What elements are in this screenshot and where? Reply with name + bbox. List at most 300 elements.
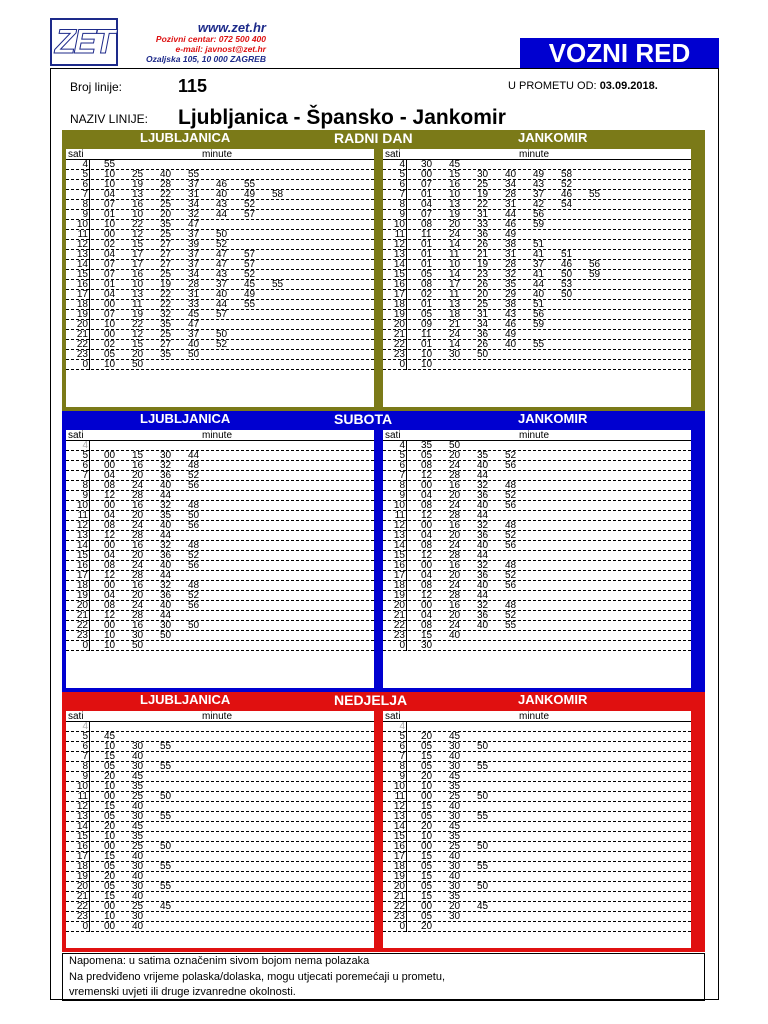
minute-column-header: minute bbox=[202, 711, 233, 722]
minute-cell: 13 bbox=[132, 289, 144, 300]
hour-row bbox=[383, 922, 691, 932]
hour-cell: 20 bbox=[383, 601, 407, 611]
hour-cell: 16 bbox=[383, 280, 407, 290]
valid-from-label: U PROMETU OD: bbox=[508, 80, 597, 92]
hour-cell: 5 bbox=[383, 170, 407, 180]
minute-cell: 35 bbox=[132, 781, 144, 792]
minute-cell: 52 bbox=[244, 269, 256, 280]
hour-cell: 19 bbox=[383, 872, 407, 882]
hour-cell: 15 bbox=[383, 832, 407, 842]
minute-cell: 10 bbox=[132, 279, 144, 290]
minute-cell: 04 bbox=[104, 590, 116, 601]
station-right-label: JANKOMIR bbox=[518, 411, 588, 426]
hour-cell: 4 bbox=[66, 160, 90, 170]
minute-cell: 15 bbox=[132, 450, 144, 461]
minute-cell: 55 bbox=[477, 761, 489, 772]
minute-cell: 50 bbox=[561, 289, 573, 300]
minute-cell: 55 bbox=[188, 169, 200, 180]
section-subota bbox=[62, 411, 705, 692]
minute-cell: 15 bbox=[421, 891, 433, 902]
minute-cell: 07 bbox=[104, 199, 116, 210]
hour-cell: 17 bbox=[383, 852, 407, 862]
minute-cell: 45 bbox=[104, 731, 116, 742]
minute-cell: 19 bbox=[449, 209, 461, 220]
minute-cell: 32 bbox=[160, 460, 172, 471]
minute-cell: 10 bbox=[104, 640, 116, 651]
minute-cell: 05 bbox=[104, 811, 116, 822]
minute-cell: 10 bbox=[104, 359, 116, 370]
minute-cell: 10 bbox=[104, 741, 116, 752]
minute-cell: 30 bbox=[449, 911, 461, 922]
minute-cell: 28 bbox=[132, 530, 144, 541]
minute-cell: 00 bbox=[421, 169, 433, 180]
minute-cell: 50 bbox=[132, 359, 144, 370]
hour-cell: 9 bbox=[66, 772, 90, 782]
minute-cell: 48 bbox=[505, 600, 517, 611]
minute-cell: 52 bbox=[188, 470, 200, 481]
minute-cell: 40 bbox=[132, 851, 144, 862]
minute-cell: 36 bbox=[477, 570, 489, 581]
minute-cell: 52 bbox=[505, 450, 517, 461]
minute-cell: 37 bbox=[533, 259, 545, 270]
timetable-left bbox=[66, 430, 374, 688]
minute-cell: 35 bbox=[477, 450, 489, 461]
hour-cell: 23 bbox=[383, 912, 407, 922]
minute-cell: 28 bbox=[449, 550, 461, 561]
minute-cell: 01 bbox=[104, 279, 116, 290]
minute-cell: 10 bbox=[104, 630, 116, 641]
website-link[interactable]: www.zet.hr bbox=[197, 19, 266, 35]
hour-cell: 17 bbox=[66, 852, 90, 862]
hour-cell: 6 bbox=[66, 461, 90, 471]
hour-column-header: sati bbox=[385, 711, 401, 722]
minute-cell: 52 bbox=[505, 490, 517, 501]
minute-cell: 54 bbox=[561, 199, 573, 210]
zet-logo bbox=[50, 18, 268, 66]
minute-cell: 15 bbox=[421, 801, 433, 812]
minute-cell: 57 bbox=[244, 249, 256, 260]
minute-cell: 24 bbox=[449, 620, 461, 631]
station-right-label: JANKOMIR bbox=[518, 692, 588, 707]
minute-cell: 40 bbox=[505, 339, 517, 350]
minute-cell: 42 bbox=[533, 199, 545, 210]
hour-cell: 4 bbox=[383, 160, 407, 170]
hour-cell: 0 bbox=[66, 641, 90, 651]
minute-cell: 00 bbox=[421, 560, 433, 571]
minute-cell: 46 bbox=[216, 179, 228, 190]
hour-cell: 20 bbox=[66, 882, 90, 892]
hour-cell: 21 bbox=[66, 330, 90, 340]
minute-cell: 40 bbox=[160, 480, 172, 491]
minute-cell: 52 bbox=[505, 570, 517, 581]
hour-cell: 22 bbox=[383, 340, 407, 350]
minute-cell: 01 bbox=[421, 299, 433, 310]
minute-cell: 08 bbox=[421, 219, 433, 230]
hour-cell: 19 bbox=[66, 872, 90, 882]
minute-cell: 04 bbox=[104, 189, 116, 200]
minute-cell: 01 bbox=[421, 239, 433, 250]
minute-cell: 08 bbox=[104, 560, 116, 571]
minute-cell: 35 bbox=[160, 219, 172, 230]
hour-cell: 12 bbox=[383, 802, 407, 812]
minute-cell: 40 bbox=[160, 169, 172, 180]
minute-cell: 25 bbox=[160, 329, 172, 340]
minute-cell: 20 bbox=[421, 771, 433, 782]
hour-cell: 7 bbox=[66, 190, 90, 200]
minute-cell: 40 bbox=[132, 891, 144, 902]
minute-cell: 33 bbox=[477, 219, 489, 230]
minute-cell: 10 bbox=[421, 781, 433, 792]
hour-column-header: sati bbox=[68, 430, 84, 441]
minute-cell: 10 bbox=[104, 179, 116, 190]
hour-cell: 10 bbox=[66, 782, 90, 792]
minute-cell: 00 bbox=[104, 460, 116, 471]
minute-cell: 25 bbox=[160, 229, 172, 240]
minute-cell: 09 bbox=[421, 319, 433, 330]
minute-cell: 31 bbox=[477, 309, 489, 320]
hour-cell: 22 bbox=[66, 340, 90, 350]
minute-cell: 30 bbox=[449, 881, 461, 892]
minute-cell: 35 bbox=[160, 319, 172, 330]
minute-cell: 00 bbox=[104, 299, 116, 310]
minute-cell: 20 bbox=[449, 570, 461, 581]
hour-row bbox=[383, 360, 691, 370]
hour-cell: 14 bbox=[383, 260, 407, 270]
hour-cell: 6 bbox=[383, 461, 407, 471]
minute-cell: 10 bbox=[449, 189, 461, 200]
minute-cell: 37 bbox=[188, 229, 200, 240]
hour-cell: 11 bbox=[383, 511, 407, 521]
minute-cell: 25 bbox=[449, 791, 461, 802]
hour-cell: 13 bbox=[383, 250, 407, 260]
minute-cell: 20 bbox=[132, 510, 144, 521]
minute-cell: 02 bbox=[104, 239, 116, 250]
minute-cell: 40 bbox=[449, 630, 461, 641]
minute-cell: 04 bbox=[104, 510, 116, 521]
minute-cell: 50 bbox=[216, 329, 228, 340]
hour-cell: 21 bbox=[66, 611, 90, 621]
minute-cell: 15 bbox=[104, 851, 116, 862]
minute-cell: 30 bbox=[449, 741, 461, 752]
minute-cell: 07 bbox=[104, 259, 116, 270]
minute-cell: 20 bbox=[421, 821, 433, 832]
minute-cell: 43 bbox=[216, 199, 228, 210]
minute-cell: 01 bbox=[421, 339, 433, 350]
minute-cell: 32 bbox=[160, 309, 172, 320]
hour-cell: 6 bbox=[383, 742, 407, 752]
minute-cell: 36 bbox=[160, 590, 172, 601]
hour-cell: 23 bbox=[383, 350, 407, 360]
minute-cell: 48 bbox=[505, 560, 517, 571]
minute-cell: 46 bbox=[505, 219, 517, 230]
hour-cell: 21 bbox=[383, 892, 407, 902]
minute-cell: 04 bbox=[104, 470, 116, 481]
hour-cell: 16 bbox=[66, 280, 90, 290]
minute-cell: 16 bbox=[132, 199, 144, 210]
minute-cell: 24 bbox=[449, 500, 461, 511]
hour-cell: 5 bbox=[66, 451, 90, 461]
minute-cell: 27 bbox=[160, 239, 172, 250]
minute-cell: 12 bbox=[104, 530, 116, 541]
minute-column-header: minute bbox=[519, 711, 550, 722]
minute-cell: 18 bbox=[449, 309, 461, 320]
minute-cell: 10 bbox=[421, 349, 433, 360]
minute-cell: 37 bbox=[533, 189, 545, 200]
minute-cell: 12 bbox=[104, 490, 116, 501]
station-left-label: LJUBLJANICA bbox=[140, 692, 231, 707]
minute-cell: 16 bbox=[132, 460, 144, 471]
hour-cell: 10 bbox=[383, 501, 407, 511]
minute-cell: 10 bbox=[421, 359, 433, 370]
minute-cell: 32 bbox=[160, 500, 172, 511]
minute-cell: 25 bbox=[160, 199, 172, 210]
hour-cell: 0 bbox=[383, 641, 407, 651]
hour-column-header: sati bbox=[385, 149, 401, 160]
hour-cell: 16 bbox=[383, 842, 407, 852]
minute-cell: 50 bbox=[477, 791, 489, 802]
minute-cell: 49 bbox=[244, 189, 256, 200]
section-radni_dan bbox=[62, 130, 705, 411]
minute-cell: 40 bbox=[449, 801, 461, 812]
minute-cell: 21 bbox=[449, 319, 461, 330]
hour-cell: 19 bbox=[383, 310, 407, 320]
minute-cell: 35 bbox=[160, 349, 172, 360]
minute-cell: 24 bbox=[449, 540, 461, 551]
zet-logo-mark: ZET bbox=[50, 18, 118, 66]
hour-cell: 6 bbox=[383, 180, 407, 190]
minute-cell: 00 bbox=[104, 791, 116, 802]
hour-cell: 15 bbox=[383, 270, 407, 280]
minute-cell: 47 bbox=[216, 249, 228, 260]
minute-cell: 41 bbox=[533, 269, 545, 280]
minute-cell: 45 bbox=[449, 159, 461, 170]
minute-cell: 50 bbox=[132, 640, 144, 651]
hour-cell: 5 bbox=[383, 451, 407, 461]
minute-cell: 00 bbox=[104, 540, 116, 551]
minute-cell: 31 bbox=[505, 199, 517, 210]
minute-cell: 44 bbox=[216, 209, 228, 220]
minute-cell: 12 bbox=[421, 470, 433, 481]
minute-cell: 44 bbox=[477, 550, 489, 561]
hour-cell: 4 bbox=[66, 722, 90, 732]
minute-cell: 28 bbox=[132, 490, 144, 501]
hour-cell: 22 bbox=[66, 621, 90, 631]
minute-cell: 44 bbox=[477, 470, 489, 481]
hour-cell: 16 bbox=[383, 561, 407, 571]
minute-cell: 40 bbox=[477, 580, 489, 591]
minute-cell: 15 bbox=[132, 239, 144, 250]
line-number-label: Broj linije: bbox=[70, 80, 123, 94]
minute-cell: 20 bbox=[449, 219, 461, 230]
minute-cell: 14 bbox=[449, 339, 461, 350]
minute-cell: 20 bbox=[477, 289, 489, 300]
hour-cell: 23 bbox=[66, 350, 90, 360]
minute-cell: 15 bbox=[104, 801, 116, 812]
minute-cell: 10 bbox=[104, 219, 116, 230]
minute-cell: 35 bbox=[160, 510, 172, 521]
minute-cell: 51 bbox=[533, 239, 545, 250]
minute-cell: 50 bbox=[477, 349, 489, 360]
line-name-value: Ljubljanica - Špansko - Jankomir bbox=[178, 106, 506, 129]
minute-cell: 50 bbox=[449, 440, 461, 451]
minute-cell: 49 bbox=[533, 169, 545, 180]
hour-column-header: sati bbox=[68, 711, 84, 722]
hour-row bbox=[383, 641, 691, 651]
hour-row bbox=[66, 922, 374, 932]
minute-cell: 30 bbox=[132, 630, 144, 641]
minute-cell: 16 bbox=[449, 480, 461, 491]
hour-cell: 19 bbox=[66, 310, 90, 320]
section-nedjelja bbox=[62, 692, 705, 952]
minute-cell: 52 bbox=[188, 550, 200, 561]
minute-cell: 20 bbox=[449, 610, 461, 621]
minute-cell: 08 bbox=[421, 279, 433, 290]
minute-cell: 40 bbox=[477, 540, 489, 551]
minute-cell: 37 bbox=[188, 249, 200, 260]
line-name-label: NAZIV LINIJE: bbox=[70, 112, 149, 126]
minute-cell: 34 bbox=[477, 319, 489, 330]
minute-cell: 22 bbox=[160, 289, 172, 300]
minute-cell: 40 bbox=[477, 460, 489, 471]
minute-cell: 25 bbox=[132, 791, 144, 802]
minute-cell: 15 bbox=[421, 871, 433, 882]
minute-cell: 22 bbox=[132, 319, 144, 330]
minute-cell: 40 bbox=[132, 801, 144, 812]
hour-cell: 17 bbox=[66, 290, 90, 300]
hour-cell: 7 bbox=[383, 190, 407, 200]
hour-cell: 8 bbox=[383, 481, 407, 491]
minute-cell: 48 bbox=[188, 460, 200, 471]
minute-cell: 50 bbox=[561, 269, 573, 280]
valid-from bbox=[508, 80, 658, 92]
minute-cell: 04 bbox=[104, 550, 116, 561]
minute-cell: 10 bbox=[132, 209, 144, 220]
minute-cell: 32 bbox=[477, 480, 489, 491]
minute-cell: 45 bbox=[188, 309, 200, 320]
minute-cell: 22 bbox=[477, 199, 489, 210]
minute-cell: 16 bbox=[132, 500, 144, 511]
minute-cell: 55 bbox=[477, 861, 489, 872]
minute-cell: 30 bbox=[132, 741, 144, 752]
hour-cell: 7 bbox=[383, 752, 407, 762]
hour-cell: 23 bbox=[66, 912, 90, 922]
minute-cell: 44 bbox=[477, 590, 489, 601]
minute-cell: 31 bbox=[188, 289, 200, 300]
minute-cell: 39 bbox=[188, 239, 200, 250]
minute-cell: 59 bbox=[533, 319, 545, 330]
hour-column-header: sati bbox=[385, 430, 401, 441]
hour-cell: 20 bbox=[383, 320, 407, 330]
station-left-label: LJUBLJANICA bbox=[140, 411, 231, 426]
hour-column-header: sati bbox=[68, 149, 84, 160]
hour-cell: 11 bbox=[383, 230, 407, 240]
hour-cell: 14 bbox=[66, 822, 90, 832]
minute-cell: 04 bbox=[421, 199, 433, 210]
hour-cell: 13 bbox=[383, 812, 407, 822]
minute-cell: 24 bbox=[449, 229, 461, 240]
hour-cell: 13 bbox=[66, 812, 90, 822]
minute-cell: 20 bbox=[132, 550, 144, 561]
minute-cell: 23 bbox=[477, 269, 489, 280]
minute-cell: 24 bbox=[449, 580, 461, 591]
minute-cell: 36 bbox=[477, 530, 489, 541]
minute-cell: 16 bbox=[449, 600, 461, 611]
minute-cell: 45 bbox=[132, 821, 144, 832]
minute-cell: 52 bbox=[561, 179, 573, 190]
minute-cell: 40 bbox=[216, 289, 228, 300]
minute-cell: 30 bbox=[449, 761, 461, 772]
email-text: e-mail: javnost@zet.hr bbox=[175, 43, 266, 54]
hour-cell: 14 bbox=[383, 822, 407, 832]
hour-cell: 11 bbox=[66, 792, 90, 802]
hour-cell: 12 bbox=[383, 521, 407, 531]
hour-cell: 9 bbox=[383, 210, 407, 220]
minute-cell: 40 bbox=[477, 620, 489, 631]
minute-cell: 55 bbox=[272, 279, 284, 290]
minute-cell: 46 bbox=[561, 189, 573, 200]
minute-cell: 34 bbox=[188, 269, 200, 280]
minute-cell: 15 bbox=[104, 751, 116, 762]
minute-cell: 12 bbox=[132, 329, 144, 340]
minute-cell: 19 bbox=[477, 259, 489, 270]
day-type-title: NEDJELJA bbox=[334, 692, 408, 708]
minute-cell: 44 bbox=[160, 530, 172, 541]
hour-cell: 12 bbox=[66, 240, 90, 250]
hour-cell: 4 bbox=[66, 441, 90, 451]
minute-cell: 10 bbox=[104, 911, 116, 922]
minute-cell: 20 bbox=[160, 209, 172, 220]
minute-cell: 16 bbox=[132, 580, 144, 591]
minute-cell: 24 bbox=[132, 600, 144, 611]
minute-cell: 08 bbox=[421, 460, 433, 471]
hour-cell: 12 bbox=[66, 521, 90, 531]
minute-cell: 52 bbox=[505, 530, 517, 541]
hour-cell: 22 bbox=[66, 902, 90, 912]
minute-cell: 07 bbox=[421, 209, 433, 220]
minute-cell: 00 bbox=[421, 480, 433, 491]
minute-cell: 24 bbox=[132, 480, 144, 491]
minute-cell: 19 bbox=[132, 179, 144, 190]
hour-cell: 15 bbox=[66, 270, 90, 280]
minute-cell: 00 bbox=[104, 921, 116, 932]
minute-cell: 50 bbox=[160, 841, 172, 852]
minute-cell: 28 bbox=[160, 179, 172, 190]
hour-cell: 15 bbox=[66, 551, 90, 561]
minute-cell: 13 bbox=[132, 189, 144, 200]
minute-cell: 08 bbox=[104, 600, 116, 611]
minute-cell: 12 bbox=[421, 590, 433, 601]
minute-cell: 16 bbox=[132, 540, 144, 551]
hour-cell: 5 bbox=[383, 732, 407, 742]
address-text: Ozaljska 105, 10 000 ZAGREB bbox=[145, 53, 266, 64]
minute-cell: 25 bbox=[449, 841, 461, 852]
hour-cell: 19 bbox=[66, 591, 90, 601]
minute-cell: 14 bbox=[449, 269, 461, 280]
hour-cell: 23 bbox=[66, 631, 90, 641]
minute-cell: 00 bbox=[104, 841, 116, 852]
day-type-title: SUBOTA bbox=[334, 411, 393, 427]
minute-cell: 11 bbox=[421, 229, 432, 240]
hour-cell: 13 bbox=[66, 250, 90, 260]
minute-cell: 50 bbox=[477, 881, 489, 892]
minute-cell: 08 bbox=[421, 540, 433, 551]
minute-cell: 35 bbox=[449, 781, 461, 792]
minute-cell: 48 bbox=[188, 500, 200, 511]
minute-cell: 56 bbox=[505, 540, 517, 551]
minute-cell: 40 bbox=[160, 520, 172, 531]
minute-cell: 11 bbox=[421, 329, 432, 340]
hour-row bbox=[66, 360, 374, 370]
